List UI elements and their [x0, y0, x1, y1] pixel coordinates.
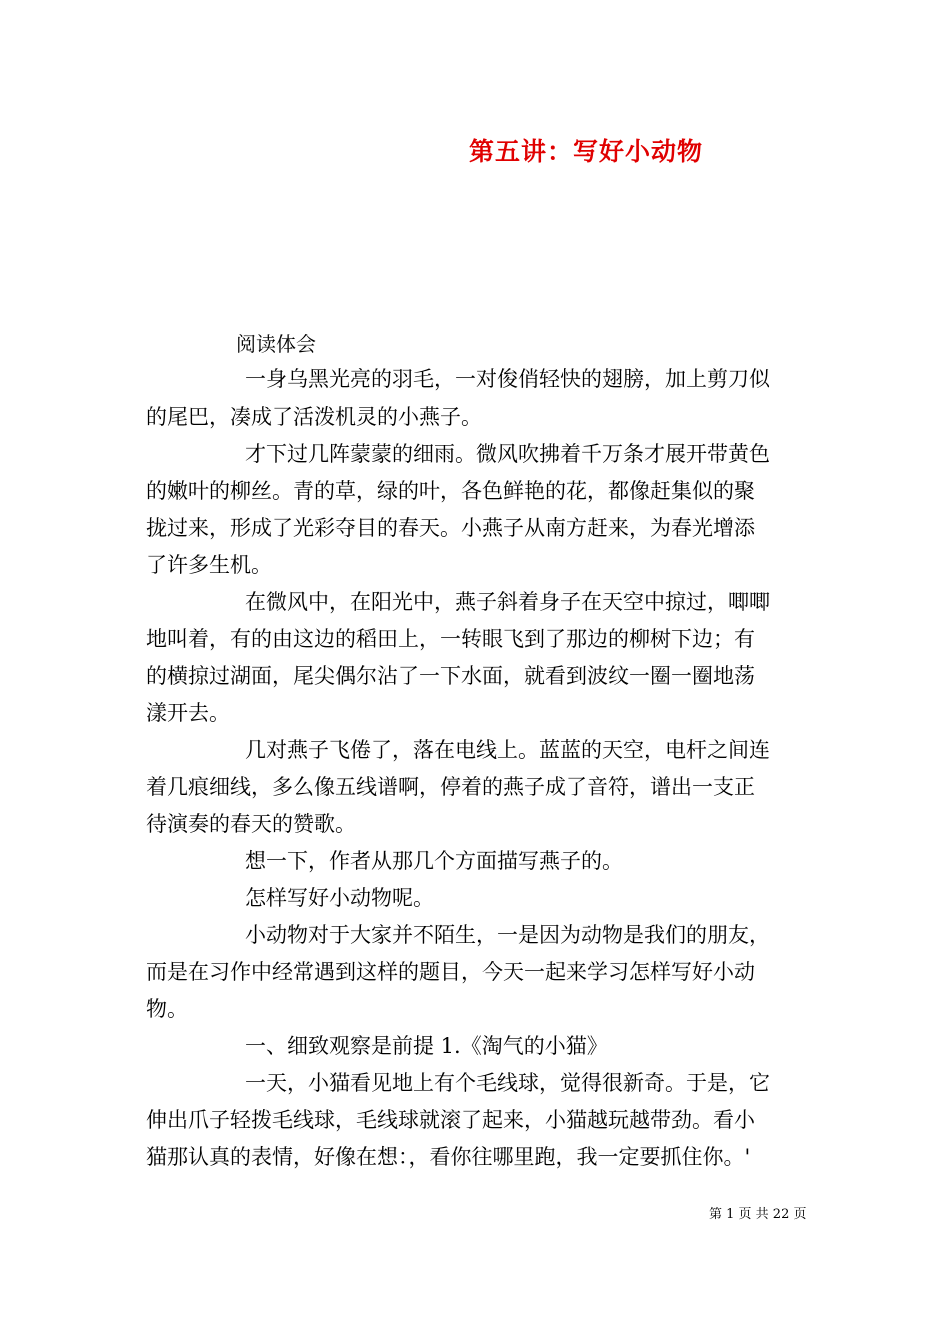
paragraph-line: 想一下，作者从那几个方面描写燕子的。	[245, 849, 623, 873]
paragraph-line: 的尾巴，凑成了活泼机灵的小燕子。	[146, 405, 482, 429]
paragraph-line: 物。	[146, 997, 188, 1021]
paragraph-line: 小动物对于大家并不陌生，一是因为动物是我们的朋友，	[245, 923, 770, 947]
paragraph-line: 几对燕子飞倦了，落在电线上。蓝蓝的天空，电杆之间连	[245, 738, 770, 762]
paragraph-line: 而是在习作中经常遇到这样的题目，今天一起来学习怎样写好小动	[146, 960, 755, 984]
paragraph-line: 的嫩叶的柳丝。青的草，绿的叶，各色鲜艳的花，都像赶集似的聚	[146, 479, 755, 503]
paragraph-line: 待演奏的春天的赞歌。	[146, 812, 356, 836]
paragraph-line: 怎样写好小动物呢。	[245, 886, 434, 910]
paragraph-line: 的横掠过湖面，尾尖偶尔沾了一下水面，就看到波纹一圈一圈地荡	[146, 664, 755, 688]
paragraph-line: 一身乌黑光亮的羽毛，一对俊俏轻快的翅膀，加上剪刀似	[245, 367, 770, 391]
page-footer: 第 1 页 共 22 页	[709, 1207, 807, 1222]
paragraph-line: 一天，小猫看见地上有个毛线球，觉得很新奇。于是，它	[245, 1071, 770, 1095]
paragraph-line: 伸出爪子轻拨毛线球，毛线球就滚了起来，小猫越玩越带劲。看小	[146, 1108, 755, 1132]
section-label: 阅读体会	[236, 332, 316, 356]
page-title: 第五讲：写好小动物	[469, 137, 704, 166]
paragraph-line: 拢过来，形成了光彩夺目的春天。小燕子从南方赶来，为春光增添	[146, 516, 755, 540]
paragraph-line: 在微风中，在阳光中，燕子斜着身子在天空中掠过，唧唧	[245, 590, 770, 614]
paragraph-line: 着几痕细线，多么像五线谱啊，停着的燕子成了音符，谱出一支正	[146, 775, 755, 799]
paragraph-line: 猫那认真的表情，好像在想：，看你往哪里跑，我一定要抓住你。'	[146, 1145, 751, 1169]
paragraph-line: 了许多生机。	[146, 553, 272, 577]
section-heading: 一、细致观察是前提 1.《淘气的小猫》	[245, 1034, 608, 1058]
paragraph-line: 漾开去。	[146, 701, 230, 725]
paragraph-line: 才下过几阵蒙蒙的细雨。微风吹拂着千万条才展开带黄色	[245, 442, 770, 466]
paragraph-line: 地叫着，有的由这边的稻田上，一转眼飞到了那边的柳树下边；有	[146, 627, 755, 651]
